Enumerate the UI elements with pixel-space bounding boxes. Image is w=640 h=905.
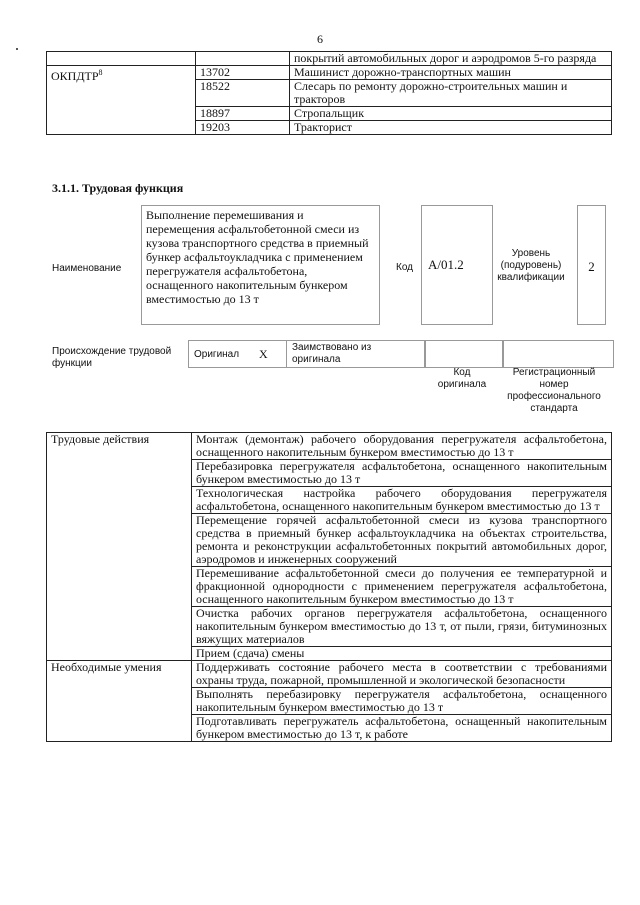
labor-action-item: Монтаж (демонтаж) рабочего оборудования перегружателя асфальтобетона, оснащенного накопительным бункером вместимостью до 13 т <box>192 433 612 460</box>
section-label: Необходимые умения <box>47 661 192 742</box>
occupation-name: Машинист дорожно-транспортных машин <box>290 66 612 80</box>
occupation-code: 18522 <box>196 80 290 107</box>
labor-action-item: Технологическая настройка рабочего оборудования перегружателя асфальтобетона, оснащенного накопительным бункером вместимостью до 13 т <box>192 487 612 514</box>
table-cell <box>196 52 290 66</box>
occupation-name: покрытий автомобильных дорог и аэродромов 5-го разряда <box>290 52 612 66</box>
original-label: Оригинал <box>194 349 240 360</box>
required-skill-item: Поддерживать состояние рабочего места в соответствии с требованиями охраны труда, пожарной, промышленной и экологической безопасности <box>192 661 612 688</box>
qualification-level-label: Уровень (подуровень) квалификации <box>497 248 565 283</box>
labor-action-item: Прием (сдача) смены <box>192 647 612 661</box>
classifier-label: ОКПДТР <box>51 69 99 83</box>
qualification-level-value: 2 <box>577 205 606 325</box>
origin-reg-cell <box>502 340 614 368</box>
registration-number-caption: Регистрационный номер профессионального стандарта <box>507 367 601 414</box>
occupation-code: 18897 <box>196 107 290 121</box>
occupation-codes-table <box>46 51 612 135</box>
origin-code-cell <box>424 340 504 368</box>
table-row <box>47 66 612 80</box>
occupation-code: 13702 <box>196 66 290 80</box>
function-code: A/01.2 <box>421 205 493 325</box>
table-row <box>47 661 612 688</box>
code-label: Код <box>396 262 414 273</box>
page-number: 6 <box>317 32 323 46</box>
name-label: Наименование <box>52 263 122 274</box>
labor-functions-table <box>46 432 612 742</box>
labor-action-item: Перемещение горячей асфальтобетонной смеси из кузова транспортного средства в приемный бункер асфальтоукладчика на объектах строительства, ремонта и реконструкции асфальтобетонных покрытий автомобильных дорог, аэродромов и инженерных сооружений <box>192 514 612 567</box>
borrowed-label: Заимствовано из оригинала <box>292 342 372 365</box>
original-code-caption: Код оригинала <box>437 367 487 390</box>
classifier-cell <box>47 66 196 135</box>
section-label: Трудовые действия <box>47 433 192 661</box>
occupation-name: Стропальщик <box>290 107 612 121</box>
scan-dot <box>16 48 18 50</box>
table-cell <box>47 52 196 66</box>
footnote-mark: 8 <box>98 68 103 77</box>
required-skill-item: Подготавливать перегружатель асфальтобетона, оснащенный накопительным бункером вместимостью до 13 т, к работе <box>192 715 612 742</box>
occupation-name: Слесарь по ремонту дорожно-строительных машин и тракторов <box>290 80 612 107</box>
table-row <box>47 52 612 66</box>
labor-action-item: Перебазировка перегружателя асфальтобетона, оснащенного накопительным бункером вместимостью до 13 т <box>192 460 612 487</box>
table-row <box>47 433 612 460</box>
required-skill-item: Выполнять перебазировку перегружателя асфальтобетона, оснащенного накопительным бункером вместимостью до 13 т <box>192 688 612 715</box>
function-name: Выполнение перемешивания и перемещения асфальтобетонной смеси из кузова транспортного средства в приемный бункер асфальтоукладчика с применением перегружателя асфальтобетона, оснащенного накопительным бункером вместимостью до 13 т <box>141 205 380 325</box>
occupation-code: 19203 <box>196 121 290 135</box>
original-mark: X <box>259 347 268 361</box>
origin-label: Происхождение трудовой функции <box>52 346 172 369</box>
occupation-name: Тракторист <box>290 121 612 135</box>
section-title: 3.1.1. Трудовая функция <box>52 181 184 195</box>
labor-action-item: Перемешивание асфальтобетонной смеси до получения ее температурной и фракционной однородности с применением перегружателя асфальтобетона, оснащенного накопительным бункером вместимостью до 13 т <box>192 567 612 607</box>
labor-action-item: Очистка рабочих органов перегружателя асфальтобетона, оснащенного накопительным бункером вместимостью до 13 т, от пыли, грязи, битуминозных вяжущих материалов <box>192 607 612 647</box>
